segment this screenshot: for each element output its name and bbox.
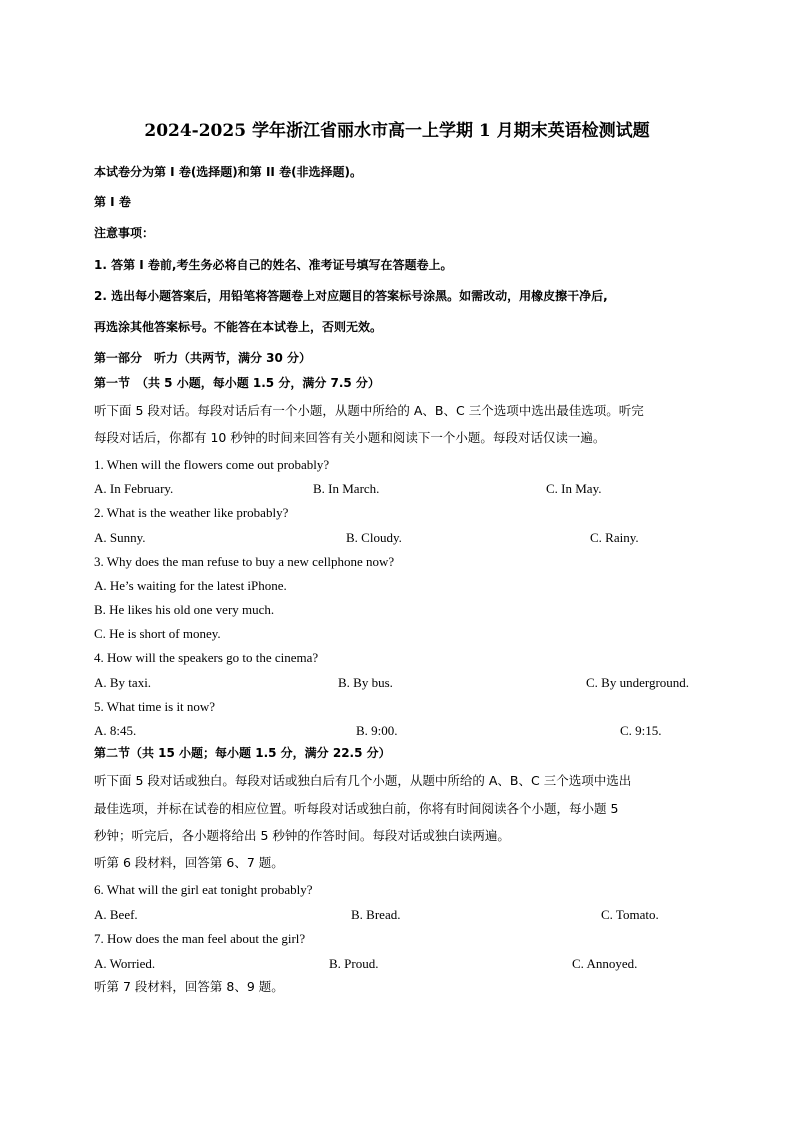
question-7-option-a: A. Worried. bbox=[94, 956, 156, 971]
question-4-option-a: A. By taxi. bbox=[94, 675, 152, 690]
question-4-option-b: B. By bus. bbox=[338, 675, 393, 690]
question-6-option-a: A. Beef. bbox=[94, 907, 138, 922]
section2-instructions-line-1: 听下面 5 段对话或独白。每段对话或独白后有几个小题，从题中所给的 A、B、C 三个选项中选出 bbox=[94, 773, 632, 788]
question-6: 6. What will the girl eat tonight probably? bbox=[94, 882, 313, 897]
question-2: 2. What is the weather like probably? bbox=[94, 505, 289, 520]
question-3-option-a: A. He’s waiting for the latest iPhone. bbox=[94, 578, 287, 593]
section1-instructions-line-1: 听下面 5 段对话。每段对话后有一个小题，从题中所给的 A、B、C 三个选项中选出最佳选项。听完 bbox=[94, 403, 644, 418]
question-1-option-c: C. In May. bbox=[546, 481, 602, 496]
question-7-option-c: C. Annoyed. bbox=[572, 956, 638, 971]
material-6-instruction: 听第 6 段材料，回答第 6、7 题。 bbox=[94, 855, 284, 870]
question-5-option-a: A. 8:45. bbox=[94, 723, 137, 738]
section2-heading: 第二节（共 15 小题；每小题 1.5 分，满分 22.5 分） bbox=[94, 746, 391, 760]
question-6-option-c: C. Tomato. bbox=[601, 907, 659, 922]
question-1: 1. When will the flowers come out probably? bbox=[94, 457, 330, 472]
section2-instructions-line-2: 最佳选项，并标在试卷的相应位置。听每段对话或独白前，你将有时间阅读各个小题，每小题 5 bbox=[94, 801, 619, 816]
question-3-option-c: C. He is short of money. bbox=[94, 626, 221, 641]
question-5: 5. What time is it now? bbox=[94, 699, 216, 714]
exam-title: 2024-2025 学年浙江省丽水市高一上学期 1 月期末英语检测试题 bbox=[144, 121, 650, 141]
section1-heading: 第一节 （共 5 小题，每小题 1.5 分，满分 7.5 分） bbox=[94, 376, 380, 390]
question-7-option-b: B. Proud. bbox=[329, 956, 379, 971]
section2-instructions-line-3: 秒钟；听完后，各小题将给出 5 秒钟的作答时间。每段对话或独白读两遍。 bbox=[94, 828, 510, 843]
exam-intro: 本试卷分为第 I 卷(选择题)和第 II 卷(非选择题)。 bbox=[94, 165, 363, 179]
question-3-option-b: B. He likes his old one very much. bbox=[94, 602, 275, 617]
note-1: 1. 答第 I 卷前,考生务必将自己的姓名、准考证号填写在答题卷上。 bbox=[94, 258, 453, 272]
notes-heading: 注意事项： bbox=[94, 226, 155, 240]
question-6-option-b: B. Bread. bbox=[351, 907, 401, 922]
question-2-option-c: C. Rainy. bbox=[590, 530, 639, 545]
question-1-option-b: B. In March. bbox=[313, 481, 380, 496]
question-2-option-b: B. Cloudy. bbox=[346, 530, 402, 545]
question-4-option-c: C. By underground. bbox=[586, 675, 690, 690]
note-2-line-2: 再选涂其他答案标号。不能答在本试卷上，否则无效。 bbox=[94, 320, 383, 334]
material-7-instruction: 听第 7 段材料，回答第 8、9 题。 bbox=[94, 979, 284, 994]
question-2-option-a: A. Sunny. bbox=[94, 530, 146, 545]
note-2-line-1: 2. 选出每小题答案后，用铅笔将答题卷上对应题目的答案标号涂黑。如需改动，用橡皮擦干净后, bbox=[94, 289, 608, 303]
part1-heading: 第一部分 听力（共两节，满分 30 分） bbox=[94, 351, 312, 365]
question-7: 7. How does the man feel about the girl? bbox=[94, 931, 306, 946]
question-1-option-a: A. In February. bbox=[94, 481, 174, 496]
volume-heading: 第 I 卷 bbox=[94, 195, 131, 209]
question-3: 3. Why does the man refuse to buy a new cellphone now? bbox=[94, 554, 395, 569]
question-5-option-b: B. 9:00. bbox=[356, 723, 398, 738]
section1-instructions-line-2: 每段对话后，你都有 10 秒钟的时间来回答有关小题和阅读下一个小题。每段对话仅读一遍。 bbox=[94, 430, 606, 445]
question-5-option-c: C. 9:15. bbox=[620, 723, 662, 738]
question-4: 4. How will the speakers go to the cinema? bbox=[94, 650, 319, 665]
